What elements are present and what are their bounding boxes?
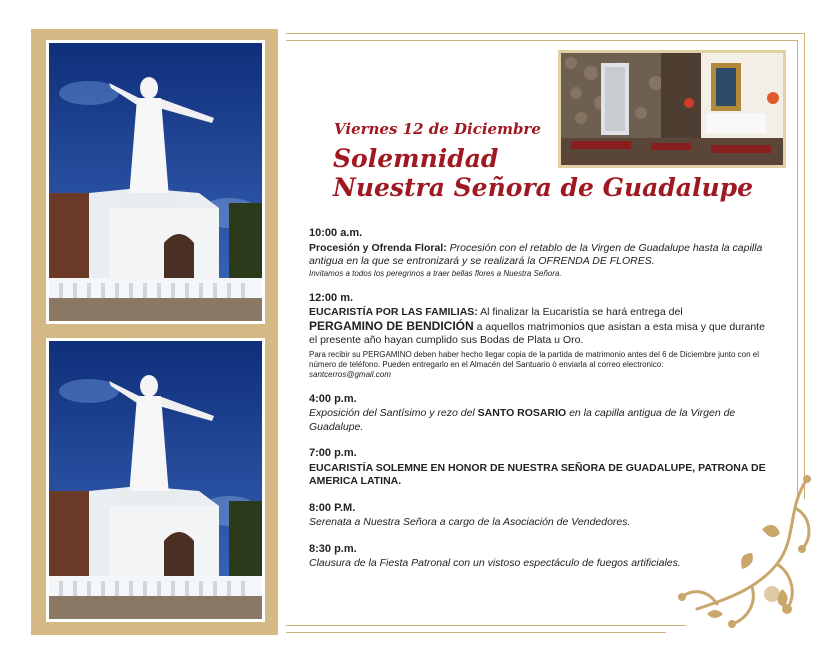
event-item <box>309 292 769 380</box>
event-item <box>309 227 769 279</box>
title-line-1: Solemnidad <box>333 144 499 173</box>
event-highlight: PERGAMINO DE BENDICIÓN <box>309 318 474 333</box>
event-time: 7:00 p.m. <box>309 447 357 459</box>
frame-line-right <box>804 33 805 499</box>
event-description <box>309 306 769 348</box>
statue-photo-bottom <box>46 338 265 622</box>
event-time: 8:30 p.m. <box>309 542 357 555</box>
event-description <box>309 407 769 434</box>
frame-line-right-inner <box>797 40 798 495</box>
event-label: EUCARISTÍA POR LAS FAMILIAS: <box>309 306 478 318</box>
event-text: Exposición del Santísimo y rezo del <box>309 407 475 419</box>
event-note: Para recibir su PERGAMINO deben haber hecho llegar copia de la partida de matrimonio antes del 6 de Diciembre junto con el número de teléfono. Pueden entregarlo en el Almacén del Santuario ó enviarla al correo electronico: <box>309 349 760 369</box>
title-line-2: Nuestra Señora de Guadalupe <box>333 173 754 202</box>
event-description <box>309 242 769 269</box>
frame-line-top <box>286 33 804 34</box>
frame-line-top-inner <box>286 40 797 41</box>
floral-ornament <box>657 469 817 634</box>
frame-line-bottom <box>286 625 686 626</box>
event-text: Procesión con el retablo de la Virgen de Guadalupe hasta la capilla antigua en la que se entronizará y se realizará la OFRENDA DE FLORES. <box>309 241 763 267</box>
event-date: Viernes 12 de Diciembre <box>334 120 541 138</box>
statue-photo-top <box>46 40 265 324</box>
event-text: Al finalizar la Eucaristía se hará entrega del <box>480 306 683 318</box>
event-label: Procesión y Ofrenda Floral: <box>309 241 447 254</box>
event-time: 4:00 p.m. <box>309 392 357 405</box>
event-item <box>309 393 769 435</box>
event-text-continued: en la capilla antigua de la Virgen de Guadalupe. <box>309 407 736 433</box>
frame-line-bottom-inner <box>286 632 666 633</box>
event-description: Serenata a Nuestra Señora a cargo de la Asociación de Vendedores. <box>309 516 631 528</box>
event-time: 10:00 a.m. <box>309 227 363 239</box>
photo-panel <box>31 29 278 635</box>
event-time: 8:00 P.M. <box>309 501 356 514</box>
event-text-continued: a aquellos matrimonios que asistan a esta misa y que durante el presente año hayan cumplido sus Bodas de Plata u Oro. <box>309 320 765 346</box>
event-note: Invitamos a todos los peregrinos a traer bellas flores a Nuestra Señora. <box>309 268 562 278</box>
event-highlight: SANTO ROSARIO <box>477 407 567 419</box>
page-title <box>333 144 753 202</box>
event-description: Clausura de la Fiesta Patronal con un vistoso espectáculo de fuegos artificiales. <box>309 557 681 569</box>
event-time: 12:00 m. <box>309 291 354 304</box>
event-description: EUCARISTÍA SOLEMNE EN HONOR DE NUESTRA SEÑORA DE GUADALUPE, PATRONA DE AMERICA LATINA. <box>309 461 766 487</box>
email-link[interactable]: santcerros@gmail.com <box>309 369 391 379</box>
